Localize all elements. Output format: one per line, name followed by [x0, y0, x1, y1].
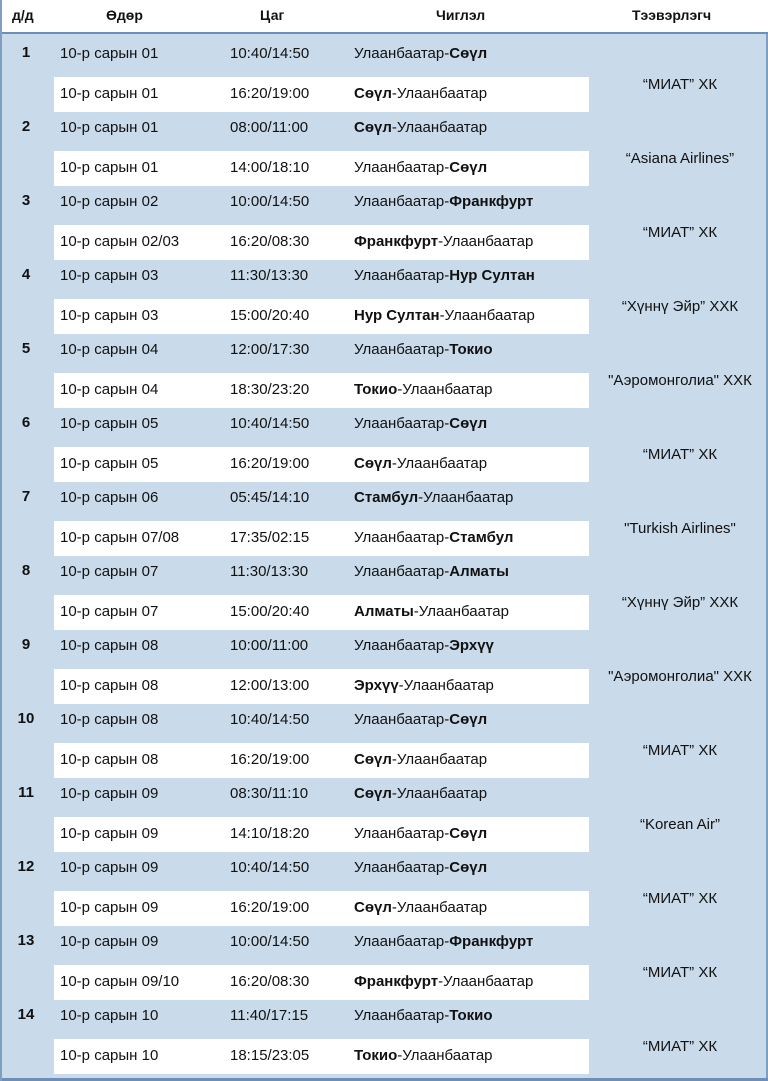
flight-route [354, 711, 487, 728]
table-row [54, 595, 589, 630]
table-row [54, 262, 589, 299]
route-destination: Алматы [449, 563, 509, 580]
flight-date: 10-р сарын 09/10 [60, 973, 180, 990]
carrier-name: “МИАТ” ХК [642, 1038, 718, 1055]
route-origin: Франкфурт [354, 973, 439, 990]
row-number: 5 [21, 340, 31, 357]
flight-date: 10-р сарын 10 [60, 1047, 159, 1064]
flight-route [354, 45, 487, 62]
table-row [54, 965, 589, 1000]
table-row [54, 669, 589, 704]
header-date: Өдөр [106, 7, 143, 23]
table-header [2, 0, 768, 34]
table-row [54, 1039, 589, 1074]
table-row [54, 225, 589, 260]
route-destination: -Улаанбаатар [398, 677, 494, 694]
route-origin: Улаанбаатар- [354, 711, 450, 728]
flight-date: 10-р сарын 01 [60, 119, 159, 136]
flight-time: 15:00/20:40 [230, 307, 310, 324]
flight-date: 10-р сарын 01 [60, 85, 159, 102]
row-number: 13 [17, 932, 35, 949]
table-row [54, 891, 589, 926]
flight-date: 10-р сарын 08 [60, 711, 159, 728]
route-destination: Нур Султан [449, 267, 535, 284]
flight-time: 11:40/17:15 [230, 1007, 309, 1024]
flight-time: 10:40/14:50 [230, 711, 310, 728]
flight-route [354, 159, 487, 176]
flight-route [354, 677, 494, 694]
flight-group [2, 1002, 768, 1076]
flight-date: 10-р сарын 09 [60, 933, 159, 950]
flight-time: 18:30/23:20 [230, 381, 310, 398]
flight-date: 10-р сарын 05 [60, 455, 159, 472]
header-route: Чиглэл [436, 7, 486, 23]
route-origin: Стамбул [354, 489, 419, 506]
route-origin: Сөүл [354, 85, 392, 102]
flight-group [2, 188, 768, 262]
flight-time: 12:00/13:00 [230, 677, 310, 694]
flight-date: 10-р сарын 04 [60, 381, 159, 398]
table-row [54, 151, 589, 186]
row-number: 10 [17, 710, 35, 727]
flight-date: 10-р сарын 03 [60, 267, 159, 284]
route-origin: Улаанбаатар- [354, 159, 450, 176]
flight-time: 15:00/20:40 [230, 603, 310, 620]
flight-time: 11:30/13:30 [230, 267, 309, 284]
route-destination: Сөүл [449, 825, 488, 842]
flight-date: 10-р сарын 09 [60, 785, 159, 802]
table-row [54, 558, 589, 595]
flight-date: 10-р сарын 10 [60, 1007, 159, 1024]
flight-time: 16:20/19:00 [230, 85, 310, 102]
route-origin: Сөүл [354, 455, 392, 472]
flight-group [2, 40, 768, 114]
flight-route [354, 233, 533, 250]
flight-route [354, 381, 493, 398]
flight-route [354, 455, 487, 472]
flight-route [354, 1047, 493, 1064]
route-origin: Улаанбаатар- [354, 637, 450, 654]
table-row [54, 817, 589, 852]
route-origin: Франкфурт [354, 233, 439, 250]
carrier-name: “МИАТ” ХК [642, 890, 718, 907]
route-destination: -Улаанбаатар [391, 85, 488, 102]
carrier-name: “Asiana Airlines” [625, 150, 735, 167]
flight-time: 11:30/13:30 [230, 563, 309, 580]
flight-time: 08:00/11:00 [230, 119, 309, 136]
table-row [54, 706, 589, 743]
route-origin: Сөүл [354, 899, 392, 916]
route-origin: Сөүл [354, 785, 392, 802]
route-origin: Улаанбаатар- [354, 825, 450, 842]
flight-date: 10-р сарын 06 [60, 489, 159, 506]
carrier-name: “МИАТ” ХК [642, 964, 718, 981]
flight-date: 10-р сарын 07 [60, 563, 159, 580]
route-origin: Улаанбаатар- [354, 45, 450, 62]
flight-date: 10-р сарын 08 [60, 677, 159, 694]
flight-route [354, 973, 533, 990]
header-carrier: Тээвэрлэгч [632, 7, 712, 23]
flight-route [354, 415, 487, 432]
flight-route [354, 307, 535, 324]
route-origin: Улаанбаатар- [354, 529, 450, 546]
row-number: 4 [21, 266, 31, 283]
route-destination: -Улаанбаатар [391, 119, 488, 136]
flight-time: 17:35/02:15 [230, 529, 310, 546]
flight-group [2, 854, 768, 928]
route-destination: Токио [449, 1007, 493, 1024]
flight-time: 16:20/19:00 [230, 455, 310, 472]
flight-date: 10-р сарын 04 [60, 341, 159, 358]
flight-group [2, 262, 768, 336]
route-origin: Улаанбаатар- [354, 193, 450, 210]
route-origin: Улаанбаатар- [354, 563, 450, 580]
flight-date: 10-р сарын 07/08 [60, 529, 180, 546]
route-origin: Сөүл [354, 119, 392, 136]
row-number: 12 [17, 858, 35, 875]
route-destination: Франкфурт [449, 933, 534, 950]
carrier-name: “МИАТ” ХК [642, 76, 718, 93]
row-number: 11 [18, 784, 34, 801]
route-origin: Улаанбаатар- [354, 859, 450, 876]
route-destination: Сөүл [449, 415, 488, 432]
route-origin: Улаанбаатар- [354, 341, 450, 358]
carrier-name: “МИАТ” ХК [642, 446, 718, 463]
row-number: 2 [21, 118, 31, 135]
row-number: 3 [21, 192, 31, 209]
route-origin: Улаанбаатар- [354, 415, 450, 432]
flight-time: 10:40/14:50 [230, 45, 310, 62]
carrier-name: “Хүннү Эйр” ХХК [621, 594, 739, 611]
route-destination: -Улаанбаатар [438, 233, 534, 250]
table-row [54, 1002, 589, 1039]
row-number: 6 [21, 414, 31, 431]
route-destination: Сөүл [449, 711, 488, 728]
table-row [54, 188, 589, 225]
flight-date: 10-р сарын 03 [60, 307, 159, 324]
flight-group [2, 558, 768, 632]
table-row [54, 521, 589, 556]
table-row [54, 77, 589, 112]
flight-time: 10:40/14:50 [230, 859, 310, 876]
route-destination: -Улаанбаатар [439, 307, 535, 324]
header-num: д/д [12, 7, 34, 23]
route-origin: Токио [354, 1047, 398, 1064]
flight-date: 10-р сарын 08 [60, 751, 159, 768]
flight-date: 10-р сарын 07 [60, 603, 159, 620]
flight-time: 16:20/08:30 [230, 973, 310, 990]
carrier-name: “Хүннү Эйр” ХХК [621, 298, 739, 315]
table-row [54, 336, 589, 373]
flight-time: 10:00/14:50 [230, 933, 310, 950]
row-number: 8 [21, 562, 31, 579]
flight-time: 10:00/11:00 [230, 637, 309, 654]
route-destination: Сөүл [449, 159, 488, 176]
flight-date: 10-р сарын 09 [60, 859, 159, 876]
flight-group [2, 410, 768, 484]
row-number: 1 [21, 44, 31, 61]
flight-date: 10-р сарын 08 [60, 637, 159, 654]
flight-date: 10-р сарын 01 [60, 45, 159, 62]
route-destination: Сөүл [449, 45, 488, 62]
route-destination: -Улаанбаатар [413, 603, 509, 620]
table-row [54, 410, 589, 447]
table-row [54, 40, 589, 77]
route-origin: Улаанбаатар- [354, 933, 450, 950]
table-row [54, 854, 589, 891]
route-destination: -Улаанбаатар [418, 489, 514, 506]
route-destination: -Улаанбаатар [391, 785, 488, 802]
table-row [54, 447, 589, 482]
table-row [54, 373, 589, 408]
flight-time: 05:45/14:10 [230, 489, 310, 506]
route-origin: Алматы [354, 603, 414, 620]
flight-route [354, 825, 487, 842]
flight-date: 10-р сарын 05 [60, 415, 159, 432]
flight-group [2, 706, 768, 780]
flight-date: 10-р сарын 09 [60, 825, 159, 842]
flight-date: 10-р сарын 02/03 [60, 233, 180, 250]
flight-group [2, 780, 768, 854]
route-origin: Улаанбаатар- [354, 267, 450, 284]
route-destination: Стамбул [449, 529, 514, 546]
carrier-name: "Аэромонголиа" ХХК [608, 372, 752, 389]
route-destination: -Улаанбаатар [391, 455, 488, 472]
row-number: 14 [17, 1006, 35, 1023]
flight-time: 12:00/17:30 [230, 341, 310, 358]
flight-route [354, 119, 487, 136]
flight-time: 14:10/18:20 [230, 825, 310, 842]
flight-route [354, 751, 487, 768]
flight-time: 10:40/14:50 [230, 415, 310, 432]
header-time: Цаг [260, 7, 285, 23]
flight-time: 14:00/18:10 [230, 159, 310, 176]
flight-time: 16:20/19:00 [230, 899, 310, 916]
flight-date: 10-р сарын 09 [60, 899, 159, 916]
flight-route [354, 489, 513, 506]
table-row [54, 780, 589, 817]
route-destination: Токио [449, 341, 493, 358]
route-destination: -Улаанбаатар [391, 899, 488, 916]
route-destination: -Улаанбаатар [438, 973, 534, 990]
flight-route [354, 1007, 493, 1024]
flight-route [354, 859, 487, 876]
carrier-name: “Korean Air” [639, 816, 721, 833]
flight-route [354, 785, 487, 802]
flight-route [354, 933, 533, 950]
flight-time: 08:30/11:10 [230, 785, 309, 802]
route-destination: Сөүл [449, 859, 488, 876]
route-origin: Улаанбаатар- [354, 1007, 450, 1024]
flight-date: 10-р сарын 02 [60, 193, 159, 210]
route-destination: -Улаанбаатар [397, 1047, 493, 1064]
table-row [54, 484, 589, 521]
flight-group [2, 336, 768, 410]
route-destination: -Улаанбаатар [391, 751, 488, 768]
flight-group [2, 114, 768, 188]
flight-time: 18:15/23:05 [230, 1047, 310, 1064]
carrier-name: "Turkish Airlines" [624, 520, 736, 537]
route-origin: Эрхүү [354, 677, 399, 694]
carrier-name: “МИАТ” ХК [642, 742, 718, 759]
route-origin: Нур Султан [354, 307, 440, 324]
flight-date: 10-р сарын 01 [60, 159, 159, 176]
flight-group [2, 484, 768, 558]
table-row [54, 632, 589, 669]
flight-group [2, 632, 768, 706]
flight-route [354, 193, 533, 210]
route-destination: Эрхүү [449, 637, 494, 654]
flight-route [354, 267, 535, 284]
flight-route [354, 529, 513, 546]
carrier-name: “МИАТ” ХК [642, 224, 718, 241]
flight-time: 16:20/08:30 [230, 233, 310, 250]
flight-route [354, 603, 509, 620]
table-row [54, 299, 589, 334]
table-row [54, 928, 589, 965]
route-destination: -Улаанбаатар [397, 381, 493, 398]
flight-route [354, 899, 487, 916]
table-row [54, 114, 589, 151]
table-row [54, 743, 589, 778]
route-origin: Сөүл [354, 751, 392, 768]
flight-route [354, 85, 487, 102]
carrier-name: "Аэромонголиа" ХХК [608, 668, 752, 685]
flight-route [354, 637, 494, 654]
flight-group [2, 928, 768, 1002]
row-number: 7 [21, 488, 31, 505]
row-number: 9 [21, 636, 31, 653]
flight-time: 10:00/14:50 [230, 193, 310, 210]
flight-route [354, 341, 493, 358]
flight-route [354, 563, 509, 580]
route-destination: Франкфурт [449, 193, 534, 210]
flight-time: 16:20/19:00 [230, 751, 310, 768]
route-origin: Токио [354, 381, 398, 398]
